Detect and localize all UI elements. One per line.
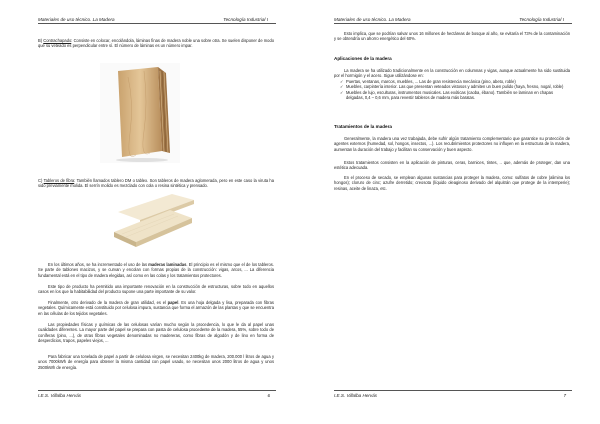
left-footer-school: I.E.S. Villalba Hervás [38,393,82,398]
treatments-heading: Tratamientos de la madera [334,124,392,129]
item-c-text: : También llamados tablero DM o tablex. Son tableros de madera aglomerada, pero en este caso la viruta ha sido previamente molida. El serrín molido es mezclado con cola o resina sintética y prensado. [38,178,274,189]
left-header [38,16,276,24]
paper-paragraph [38,300,274,316]
right-page-number: 7 [563,393,566,398]
item-b-text: : Consiste en colocar, encolándola, láminas finas de madera noble una sobre otra. Se suelen disponer de modo que su veteado es perpendicular entre sí. El número de láminas es un número impar. [38,38,275,49]
treatments-paragraph-2: Estos tratamientos consisten en la aplicación de pinturas, ceras, barnices, tintes, .. que, además de proteger, dan una estética adecuada. [334,160,570,171]
right-header-subject: Tecnología Industrial I [519,17,564,22]
item-b-paragraph [38,38,274,49]
left-header-subject: Tecnología Industrial I [223,17,268,22]
treatments-paragraph-3: En el proceso de secado, se emplean algunas sustancias para proteger la madera, como: sulfatos de cobre (alimina los hongos); cloruro de cinc; azufre derretido; creosota (líquido oleaginoso derivado del alquitrán que protege de la intemperie); resinas, aceite de linaza, etc. [334,175,570,191]
laminated-wood-paragraph [38,262,274,278]
para3-bold: papel [167,300,179,305]
right-footer [334,390,572,398]
fibreboard-image [112,192,196,258]
para3-text-b: . Es una hoja delgada y lisa, preparada con fibras vegetales. Químicamente está constituido por celulosa impura, sustancia que forma el armazón de las plantas y que se encuentra en las células de los tejidos vegetales. [38,300,274,316]
left-header-title: Materiales de uso técnico. La Madera [38,17,115,22]
list-item: ✓ Puertas, ventanas, marcos, muebles, ... Las de gran resistencia mecánica (pino, abeto, roble) [340,79,570,84]
right-header [334,16,572,24]
applications-heading: Aplicaciones de la madera [334,56,392,61]
item-c-label: C) [38,178,43,183]
cellulose-paragraph: Las propiedades físicas y químicas de las celulosas varían mucho según la procedencia, lo que le da al papel unas cualidades diferentes. La mayor parte del papel se prepara con pasta de celulosa procedente de la madera, 55%, sobre todo de coníferas (pino, ...), de otras fibras vegetales denominadas no madereras, como fibras de algodón y de lino en forma de desperdicios, trapos, papeles viejos, ... [38,322,274,343]
para3-text-a: Finalmente, otro derivado de la madera de gran utilidad, es el [48,300,168,305]
paper-production-paragraph: Para fabricar una tonelada de papel a partir de celulosa virgen, se necesitan 2400kg de madera, 200.000 l litros de agua y unos 7000kWh de energía para obtener la misma cantidad con papel usado, se necesitan unos 2000 litros de agua y unos 2500kWh de energía. [38,354,274,370]
para1-text-b: . El principio es el mismo que el de los tableros. Se parte de tablones macizos, y se curvan y encolan con formas propias de la construcción: vigas, arcos, ... La diferencia fundamental está en el tipo de madera elegidas, así como en las colas y los tratamientos protectores. [38,262,274,278]
item-b-term: Contrachapado [43,38,72,43]
item-b-label: B) [38,38,43,43]
item-c-paragraph [38,178,274,189]
treatments-paragraph-1: Generalmente, la madera una vez trabajada, debe sufrir algún tratamiento complementario que garantice su protección de agentes externos (humedad, sol, hongos, insectos, ...). Los recubrimientos protectores no influyen en la estructura de la madera, aumentan la duración del trabajo y facilitan su conservación y buen aspecto. [334,136,570,152]
list-item: ✓ Muebles, carpintería interior. Las que presentan veteados vistosos y admiten un buen pulido (haya, fresno, nogal, roble) [340,84,570,89]
left-page-number: 6 [267,393,270,398]
plywood-image [100,63,180,163]
savings-paragraph: Esto implica, que se podrían salvar unos 16 millones de hectáreas de bosque al año, se evitaría el 73% de la contaminación y se obtendría un ahorro energético del 60%. [334,31,570,42]
para1-bold: maderas laminadas [148,262,187,267]
para1-text-a: En los últimos años, se ha incrementado el uso de las [48,262,149,267]
construction-paragraph: Este tipo de producto ha permitido una importante renovación en la construcción de estructuras, sobre todo en aquellos casos en los que la habitabilidad del producto supone una parte importante de su valor. [38,284,274,295]
left-footer [38,390,276,398]
right-header-title: Materiales de uso técnico. La Madera [334,17,411,22]
applications-list [340,79,570,100]
right-page [300,0,600,424]
right-footer-school: I.E.S. Villalba Hervás [334,393,378,398]
list-item: ✓ Muebles de lujo, esculturas, instrumentos musicales. Las exóticas (caoba, ébano). También se laminan en chapas delgadas, 0,4 – 0,6 mm, para revestir tableros de madera más baratas. [340,90,570,101]
applications-paragraph: La madera se ha utilizado tradicionalmente en la construcción en columnas y vigas, aunque actualmente ha sido sustituida por el hormigón y el acero. Sigue utilizándose en: [334,68,570,79]
item-c-term: Tableros de fibra [43,178,75,183]
